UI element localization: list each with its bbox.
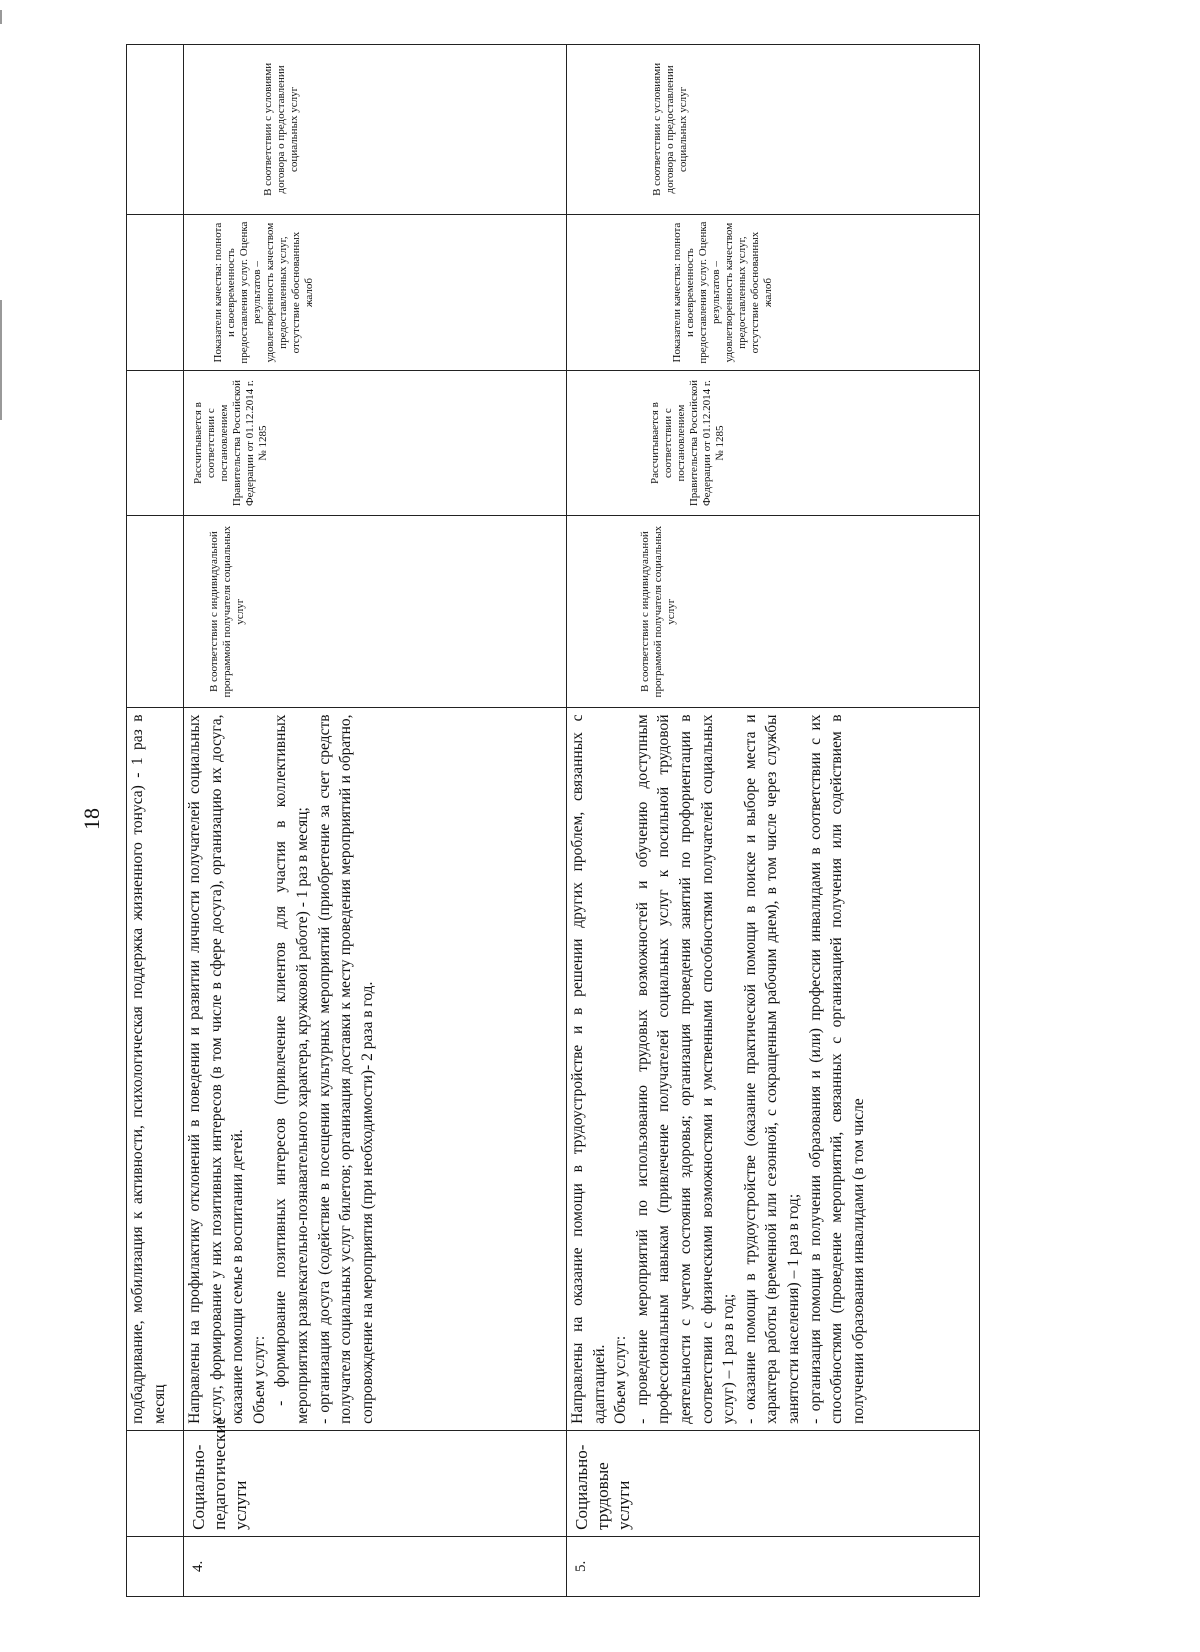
service-time: В соответствии с индивидуальной программой получателя социальных услуг <box>184 515 567 708</box>
service-name: Социально-трудовые услуги <box>567 1430 980 1536</box>
service-name: Социально-педагогические услуги <box>184 1430 567 1536</box>
service-time: В соответствии с индивидуальной программой получателя социальных услуг <box>567 515 980 708</box>
description-paragraph: подбадривание, мобилизация к активности, психологическая поддержка жизненного тонуса) - 1 раз в месяц <box>129 714 168 1424</box>
service-description <box>567 708 980 1430</box>
service-conditions <box>127 45 184 215</box>
scan-mark <box>0 300 2 420</box>
table-row <box>567 45 980 1597</box>
description-paragraph: - формирование позитивных интересов (привлечение клиентов для участия в коллективных мероприятиях развлекательно-познавательного характера, кружковой работе) - 1 раз в месяц; <box>272 714 311 1424</box>
service-quality <box>127 214 184 371</box>
service-name <box>127 1430 184 1536</box>
rotated-page-content <box>126 44 1048 1597</box>
service-price: Рассчитывается в соответствии с постановлением Правительства Российской Федерации от 01.12.2014 г. № 1285 <box>184 371 567 515</box>
service-price <box>127 371 184 515</box>
description-paragraph: Объем услуг: <box>612 1335 630 1424</box>
description-paragraph: Направлены на оказание помощи в трудоустройстве и в решении других проблем, связанных с адаптацией. <box>569 714 608 1424</box>
description-paragraph: Направлены на профилактику отклонений в поведении и развитии личности получателей социальных услуг, формирование у них позитивных интересов (в том числе в сфере досуга), организацию их досуга, оказание помощи семье в воспитании детей. <box>186 714 247 1424</box>
service-time <box>127 515 184 708</box>
description-paragraph: - проведение мероприятий по использованию трудовых возможностей и обучению доступным профессиональным навыкам (привлечение получателей социальных услуг к посильной трудовой деятельности с учетом состояния здоровья; организация проведения занятий по профориентации в соответствии с физическими возможностями и умственными способностями получателей социальных услуг) – 1 раз в год; <box>633 714 738 1424</box>
service-price: Рассчитывается в соответствии с постановлением Правительства Российской Федерации от 01.12.2014 г. № 1285 <box>567 371 980 515</box>
row-number <box>127 1536 184 1596</box>
service-conditions: В соответствии с условиями договора о предоставлении социальных услуг <box>567 45 980 215</box>
service-description <box>184 708 567 1430</box>
row-number: 4. <box>184 1536 567 1596</box>
table-row <box>184 45 567 1597</box>
services-table <box>126 44 980 1597</box>
service-quality: Показатели качества: полнота и своевременность предоставления услуг. Оценка результатов – удовлетворенность качеством предоставленных услуг, отсутствие обоснованных жалоб <box>184 214 567 371</box>
row-number: 5. <box>567 1536 980 1596</box>
description-paragraph: - организация помощи в получении образования и (или) профессии инвалидами в соответствии с их способностями (проведение мероприятий, связанных с организацией получения или содействием в получении образования инвалидами (в том числе <box>806 714 867 1424</box>
service-conditions: В соответствии с условиями договора о предоставлении социальных услуг <box>184 45 567 215</box>
service-description <box>127 708 184 1430</box>
table-row <box>127 45 184 1597</box>
scan-mark <box>0 10 2 24</box>
description-paragraph: - оказание помощи в трудоустройстве (оказание практической помощи в поиске и выборе места и характера работы (временной или сезонной, с сокращенным рабочим днем), в том числе через службы занятости населения) – 1 раз в год; <box>741 714 802 1424</box>
page-number: 18 <box>79 808 104 830</box>
description-paragraph: - организация досуга (содействие в посещении культурных мероприятий (приобретение за счет средств получателя социальных услуг билетов; организация доставки к месту проведения мероприятий и обратно, сопровождение на мероприятия (при необходимости)- 2 раза в год. <box>315 714 376 1424</box>
description-paragraph: Объем услуг: <box>250 1335 268 1424</box>
service-quality: Показатели качества: полнота и своевременность предоставления услуг. Оценка результатов – удовлетворенность качеством предоставленных услуг, отсутствие обоснованных жалоб <box>567 214 980 371</box>
